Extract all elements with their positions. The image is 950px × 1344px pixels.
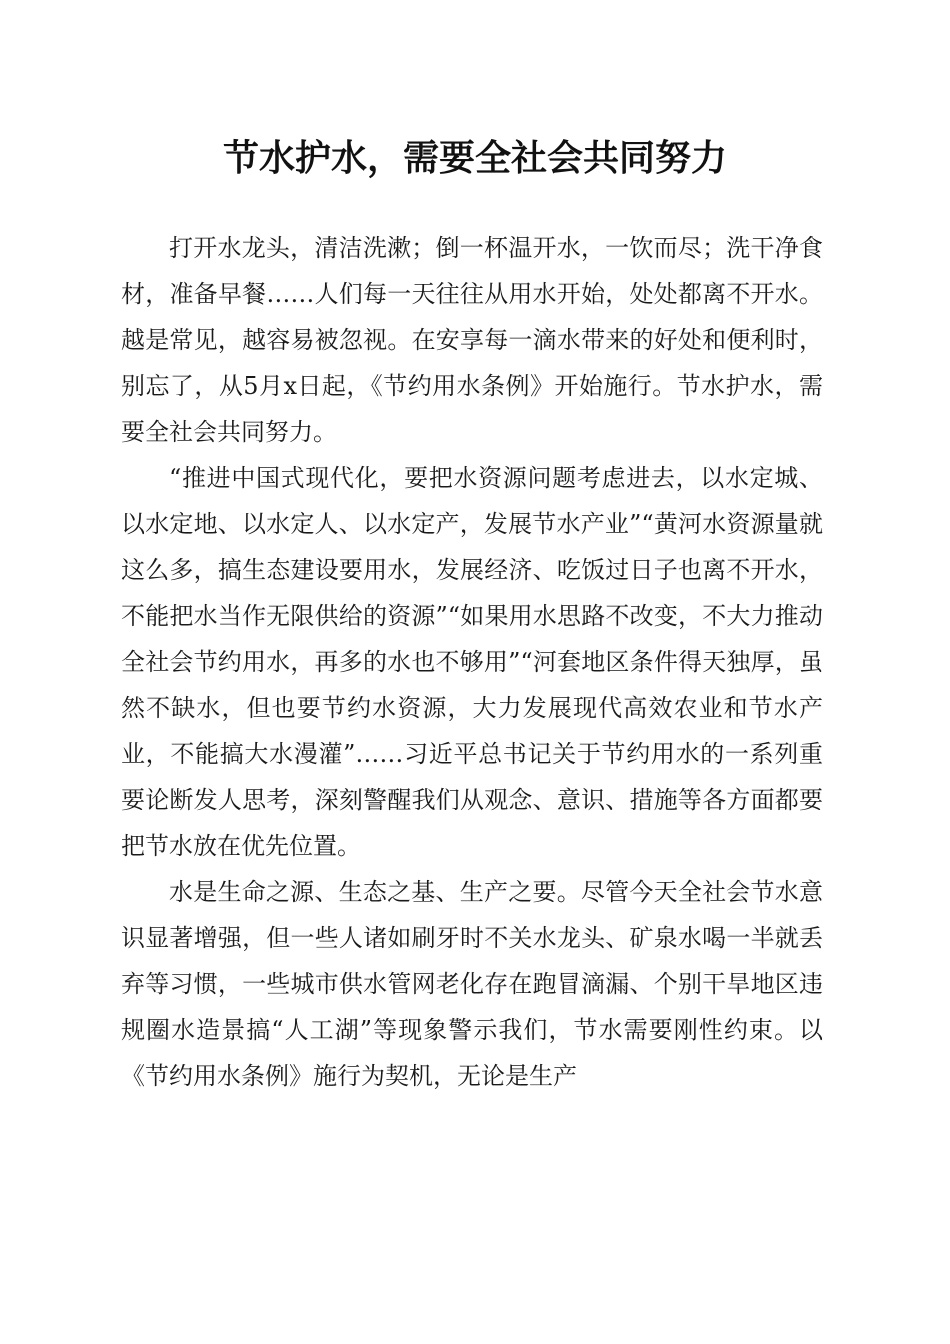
document-title: 节水护水，需要全社会共同努力 xyxy=(222,137,727,179)
paragraph-2: “推进中国式现代化，要把水资源问题考虑进去，以水定城、以水定地、以水定人、以水定产，发展节水产业”“黄河水资源量就这么多，搞生态建设要用水，发展经济、吃饭过日子也离不开水，不能把水当作无限供给的资源”“如果用水思路不改变，不大力推动全社会节约用水，再多的水也不够用”“河套地区条件得天独厚，虽然不缺水，但也要节约水资源，大力发展现代高效农业和节水产业，不能搞大水漫灌”……习近平总书记关于节约用水的一系列重要论断发人思考，深刻警醒我们从观念、意识、措施等各方面都要把节水放在优先位置。 xyxy=(121,464,823,860)
paragraph-1: 打开水龙头，清洁洗漱；倒一杯温开水，一饮而尽；洗干净食材，准备早餐……人们每一天往往从用水开始，处处都离不开水。越是常见，越容易被忽视。在安享每一滴水带来的好处和便利时，别忘了，从5月x日起，《节约用水条例》开始施行。节水护水，需要全社会共同努力。 xyxy=(121,234,823,446)
paragraph-3: 水是生命之源、生态之基、生产之要。尽管今天全社会节水意识显著增强，但一些人诸如刷牙时不关水龙头、矿泉水喝一半就丢弃等习惯，一些城市供水管网老化存在跑冒滴漏、个别干旱地区违规圈水造景搞“人工湖”等现象警示我们，节水需要刚性约束。以《节约用水条例》施行为契机，无论是生产 xyxy=(121,878,823,1090)
document-body xyxy=(121,225,823,1099)
